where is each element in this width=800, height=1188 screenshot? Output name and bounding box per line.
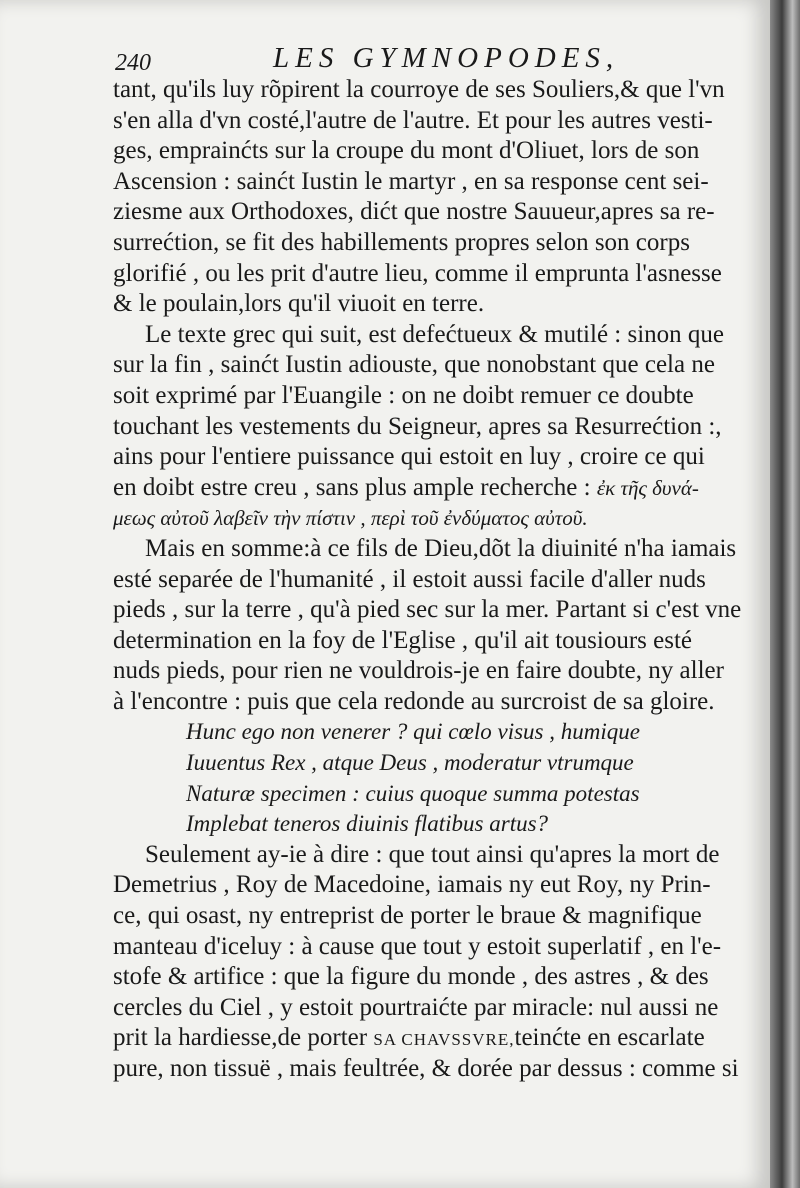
text-line: surrećtion, se fit des habillements propres selon son corps [113, 228, 690, 256]
body-text [113, 75, 742, 1085]
text-line: Le texte grec qui suit, est defećtueux & mutilé : sinon que [145, 320, 725, 348]
text-line: nuds pieds, pour rien ne vouldrois-je en faire doubte, ny aller [113, 657, 724, 685]
text-line: s'en alla d'vn costé,l'autre de l'autre. Et pour les autres vesti- [113, 106, 713, 134]
text-line: Mais en somme:à ce fils de Dieu,dõt la diuinité n'ha iamais [145, 534, 737, 562]
text-line: & le poulain,lors qu'il viuoit en terre. [113, 290, 485, 318]
text-line: ce, qui osast, ny entreprist de porter le braue & magnifique [113, 902, 702, 930]
text-line: glorifié , ou les prit d'autre lieu, comme il emprunta l'asnesse [113, 259, 722, 287]
text-line: esté separée de l'humanité , il estoit aussi facile d'aller nuds [113, 565, 706, 593]
text-fragment: prit la hardiesse,de porter [113, 1024, 368, 1052]
text-line: cercles du Ciel , y estoit pourtraićte par miracle: nul aussi ne [113, 993, 719, 1021]
text-line: manteau d'iceluy : à cause que tout y estoit superlatif , en l'e- [113, 932, 722, 960]
text-line: à l'encontre : puis que cela redonde au surcroist de sa gloire. [113, 687, 715, 715]
page-number: 240 [115, 50, 151, 76]
text-line: stofe & artifice : que la figure du monde , des astres , & des [113, 963, 709, 991]
greek-quotation-line: μεως αὐτοῦ λαβεῖν τὴν πίστιν , περὶ τοῦ ἐνδύματος αὐτοῦ. [113, 506, 588, 531]
text-line: Demetrius , Roy de Macedoine, iamais ny eut Roy, ny Prin- [113, 871, 711, 899]
verse-line: Hunc ego non venerer ? qui cœlo visus , humique [186, 719, 640, 745]
smallcaps-phrase: SA CHAVSSVRE, [373, 1030, 515, 1050]
text-line: sur la fin , sainćt Iustin adiouste, que nonobstant que cela ne [113, 351, 715, 379]
running-title: LES GYMNOPODES, [273, 42, 620, 74]
book-gutter-edge [770, 0, 800, 1188]
verse-line: Implebat teneros diuinis flatibus artus? [186, 811, 549, 837]
text-line: Ascension : sainćt Iustin le martyr , en sa response cent sei- [113, 167, 709, 195]
greek-quotation: ἐκ τῆς δυνά- [596, 475, 699, 500]
verse-line: Naturæ specimen : cuius quoque summa potestas [186, 780, 640, 806]
text-line: pure, non tissuë , mais feultrée, & dorée par dessus : comme si [113, 1055, 739, 1082]
text-fragment: en doibt estre creu , sans plus ample recherche : [113, 473, 591, 501]
text-line: determination en la foy de l'Eglise , qu'il ait tousiours esté [113, 626, 693, 654]
text-line: pieds , sur la terre , qu'à pied sec sur la mer. Partant si c'est vne [113, 596, 742, 624]
text-line: tant, qu'ils luy rõpirent la courroye de ses Souliers,& que l'vn [113, 76, 725, 103]
text-fragment: teinćte en escarlate [514, 1024, 705, 1052]
text-line: ains pour l'entiere puissance qui estoit en luy , croire ce qui [113, 443, 705, 471]
text-line: Seulement ay-ie à dire : que tout ainsi qu'apres la mort de [145, 840, 720, 868]
text-line: ges, emprainćts sur la croupe du mont d'Oliuet, lors de son [113, 137, 700, 165]
verse-line: Iuuentus Rex , atque Deus , moderatur vtrumque [186, 750, 634, 776]
text-line-with-greek [113, 473, 733, 504]
text-line: soit exprimé par l'Euangile : on ne doibt remuer ce doubte [113, 381, 694, 409]
text-line-with-smallcaps [113, 1023, 733, 1054]
text-line: touchant les vestements du Seigneur, apres sa Resurrećtion :, [113, 412, 722, 440]
text-line: ziesme aux Orthodoxes, dićt que nostre Sauueur,apres sa re- [113, 198, 715, 226]
